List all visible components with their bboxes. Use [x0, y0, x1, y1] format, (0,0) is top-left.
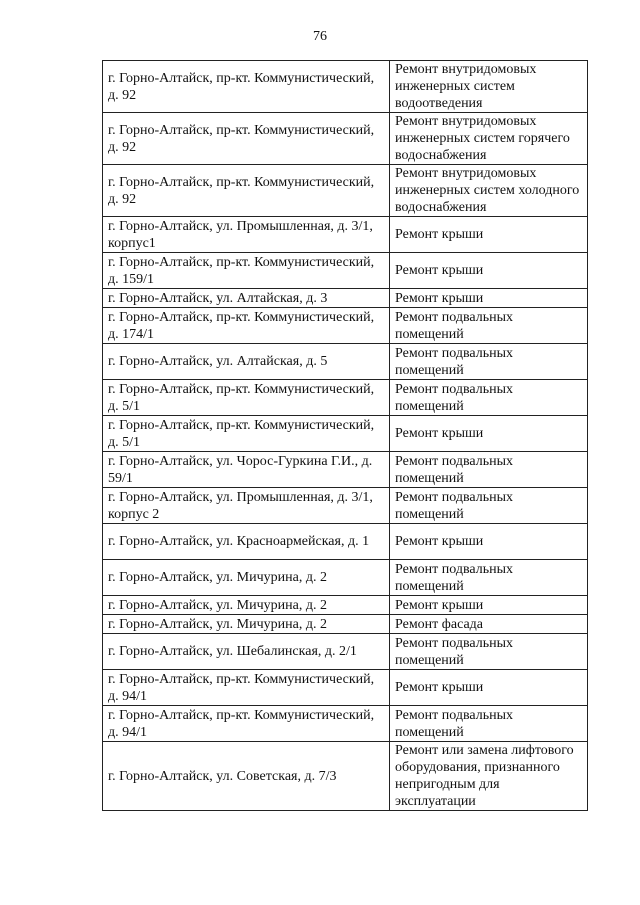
- work-type-cell: Ремонт крыши: [390, 253, 588, 289]
- table-row: [103, 61, 588, 113]
- page-number: 76: [313, 29, 327, 44]
- table-row: [103, 380, 588, 416]
- table-row: [103, 596, 588, 615]
- work-type-cell: Ремонт крыши: [390, 416, 588, 452]
- work-type-cell: Ремонт крыши: [390, 289, 588, 308]
- table-row: [103, 706, 588, 742]
- work-type-cell: Ремонт крыши: [390, 670, 588, 706]
- address-cell: г. Горно-Алтайск, ул. Красноармейская, д. 1: [103, 524, 390, 560]
- table-row: [103, 416, 588, 452]
- work-type-cell: Ремонт внутридомовых инженерных систем горячего водоснабжения: [390, 113, 588, 165]
- work-type-cell: Ремонт внутридомовых инженерных систем холодного водоснабжения: [390, 165, 588, 217]
- address-cell: г. Горно-Алтайск, пр-кт. Коммунистический, д. 92: [103, 113, 390, 165]
- table-row: [103, 524, 588, 560]
- table-row: [103, 253, 588, 289]
- address-cell: г. Горно-Алтайск, ул. Мичурина, д. 2: [103, 596, 390, 615]
- work-type-cell: Ремонт или замена лифтового оборудования, признанного непригодным для эксплуатации: [390, 742, 588, 811]
- address-cell: г. Горно-Алтайск, пр-кт. Коммунистический, д. 92: [103, 165, 390, 217]
- table-row: [103, 289, 588, 308]
- address-cell: г. Горно-Алтайск, ул. Промышленная, д. 3/1, корпус 2: [103, 488, 390, 524]
- repair-works-table: [102, 60, 588, 811]
- table-row: [103, 615, 588, 634]
- address-cell: г. Горно-Алтайск, ул. Алтайская, д. 3: [103, 289, 390, 308]
- work-type-cell: Ремонт подвальных помещений: [390, 560, 588, 596]
- address-cell: г. Горно-Алтайск, ул. Мичурина, д. 2: [103, 615, 390, 634]
- address-cell: г. Горно-Алтайск, пр-кт. Коммунистический, д. 92: [103, 61, 390, 113]
- address-cell: г. Горно-Алтайск, ул. Промышленная, д. 3/1, корпус1: [103, 217, 390, 253]
- work-type-cell: Ремонт подвальных помещений: [390, 452, 588, 488]
- address-cell: г. Горно-Алтайск, пр-кт. Коммунистический, д. 5/1: [103, 416, 390, 452]
- address-cell: г. Горно-Алтайск, ул. Алтайская, д. 5: [103, 344, 390, 380]
- table-row: [103, 488, 588, 524]
- address-cell: г. Горно-Алтайск, ул. Шебалинская, д. 2/1: [103, 634, 390, 670]
- work-type-cell: Ремонт внутридомовых инженерных систем водоотведения: [390, 61, 588, 113]
- work-type-cell: Ремонт подвальных помещений: [390, 380, 588, 416]
- table-row: [103, 165, 588, 217]
- address-cell: г. Горно-Алтайск, пр-кт. Коммунистический, д. 94/1: [103, 706, 390, 742]
- table-row: [103, 742, 588, 811]
- address-cell: г. Горно-Алтайск, ул. Мичурина, д. 2: [103, 560, 390, 596]
- table-row: [103, 560, 588, 596]
- table-row: [103, 344, 588, 380]
- table-row: [103, 634, 588, 670]
- work-type-cell: Ремонт фасада: [390, 615, 588, 634]
- table-row: [103, 308, 588, 344]
- work-type-cell: Ремонт подвальных помещений: [390, 634, 588, 670]
- address-cell: г. Горно-Алтайск, ул. Чорос-Гуркина Г.И., д. 59/1: [103, 452, 390, 488]
- table-row: [103, 452, 588, 488]
- table-body: [103, 61, 588, 811]
- work-type-cell: Ремонт крыши: [390, 217, 588, 253]
- work-type-cell: Ремонт подвальных помещений: [390, 488, 588, 524]
- address-cell: г. Горно-Алтайск, пр-кт. Коммунистический, д. 174/1: [103, 308, 390, 344]
- table-row: [103, 670, 588, 706]
- work-type-cell: Ремонт крыши: [390, 524, 588, 560]
- work-type-cell: Ремонт крыши: [390, 596, 588, 615]
- address-cell: г. Горно-Алтайск, пр-кт. Коммунистический, д. 94/1: [103, 670, 390, 706]
- table-row: [103, 217, 588, 253]
- work-type-cell: Ремонт подвальных помещений: [390, 344, 588, 380]
- address-cell: г. Горно-Алтайск, пр-кт. Коммунистический, д. 159/1: [103, 253, 390, 289]
- table-row: [103, 113, 588, 165]
- address-cell: г. Горно-Алтайск, ул. Советская, д. 7/3: [103, 742, 390, 811]
- work-type-cell: Ремонт подвальных помещений: [390, 706, 588, 742]
- work-type-cell: Ремонт подвальных помещений: [390, 308, 588, 344]
- address-cell: г. Горно-Алтайск, пр-кт. Коммунистический, д. 5/1: [103, 380, 390, 416]
